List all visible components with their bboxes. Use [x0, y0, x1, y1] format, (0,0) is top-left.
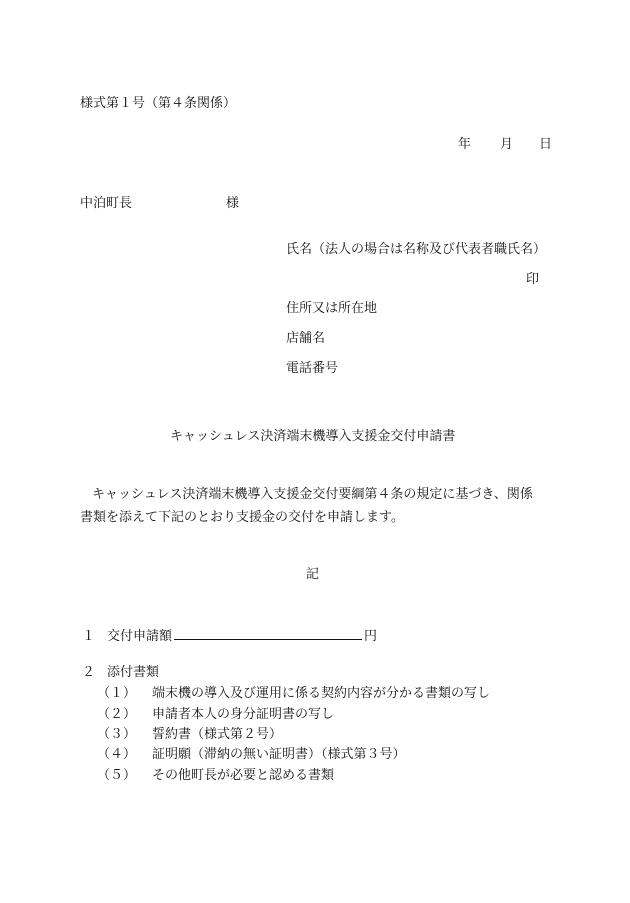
addressee-name: 中泊町長: [80, 196, 133, 211]
attachment-number: （３）: [97, 727, 137, 742]
attachment-text: 申請者本人の身分証明書の写し: [152, 707, 335, 722]
amount-blank: [174, 626, 362, 640]
attachment-text: その他町長が必要と認める書類: [152, 768, 335, 783]
item2: [82, 665, 159, 681]
attachment-item: [97, 707, 334, 723]
item2-number: ２: [82, 665, 96, 680]
attachment-item: [97, 727, 282, 743]
date-day: 日: [539, 137, 553, 152]
body-line-2: 書類を添えて下記のとおり支援金の交付を申請します。: [80, 510, 404, 525]
attachment-item: [97, 768, 334, 784]
attachment-number: （５）: [97, 768, 137, 783]
date-year: 年: [458, 137, 472, 152]
item2-label: 添付書類: [107, 665, 160, 680]
item1-label: 交付申請額: [107, 629, 173, 644]
applicant-store-label: 店舗名: [286, 331, 326, 346]
form-number-label: 様式第１号（第４条関係）: [80, 96, 237, 111]
applicant-address-label: 住所又は所在地: [286, 301, 378, 316]
seal-mark: 印: [526, 272, 540, 287]
attachment-text: 誓約書（様式第２号）: [152, 727, 283, 742]
ki-heading: 記: [306, 567, 320, 582]
attachment-number: （２）: [97, 707, 137, 722]
attachment-item: [97, 686, 490, 702]
attachment-item: [97, 747, 406, 763]
attachment-number: （１）: [97, 686, 137, 701]
body-line-1: キャッシュレス決済端末機導入支援金交付要綱第４条の規定に基づき、関係: [92, 487, 533, 502]
attachment-text: 証明願（滞納の無い証明書）（様式第３号）: [152, 747, 406, 762]
attachment-number: （４）: [97, 747, 137, 762]
item1: [82, 626, 377, 645]
applicant-phone-label: 電話番号: [286, 361, 339, 376]
item1-number: １: [82, 629, 96, 644]
date-month: 月: [500, 137, 514, 152]
applicant-name-label: 氏名（法人の場合は名称及び代表者職氏名）: [286, 242, 547, 257]
attachment-text: 端末機の導入及び運用に係る契約内容が分かる書類の写し: [152, 686, 491, 701]
item1-unit: 円: [364, 629, 378, 644]
document-title: キャッシュレス決済端末機導入支援金交付申請書: [170, 429, 456, 444]
addressee-honorific: 様: [226, 196, 240, 211]
